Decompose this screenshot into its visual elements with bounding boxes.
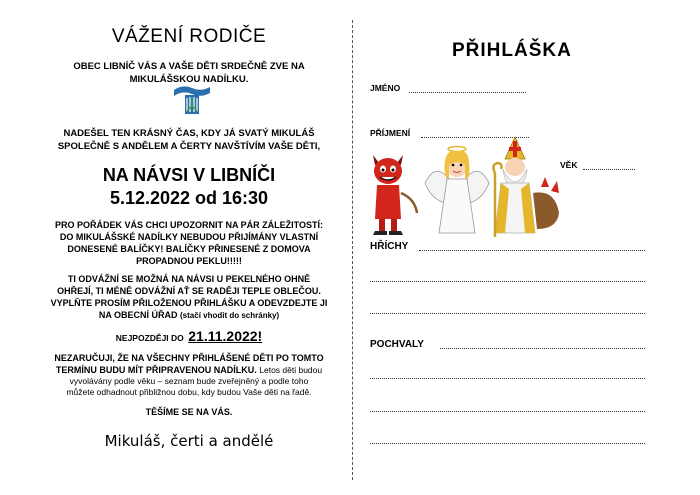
saint-nicholas-figure bbox=[493, 137, 559, 237]
form-title: PŘIHLÁŠKA bbox=[452, 40, 572, 61]
advice-line bbox=[20, 309, 358, 322]
order-info-line: můžete odhadnout přibližnou dobu, kdy budou Vaše děti na řadě. bbox=[66, 387, 312, 397]
deadline-prefix: NEJPOZDĚJI DO bbox=[115, 333, 184, 343]
angel-figure bbox=[425, 147, 489, 234]
name-field[interactable] bbox=[409, 92, 526, 93]
praises-field[interactable] bbox=[440, 348, 645, 349]
invite-line: OBEC LIBNÍČ VÁS A VAŠE DĚTI SRDEČNĚ ZVE NA bbox=[73, 61, 305, 72]
advice-mailbox-note: (stačí vhodit do schránky) bbox=[180, 311, 280, 320]
devil-angel-saint-nicholas-illustration bbox=[365, 133, 565, 243]
closing-text: TĚŠÍME SE NA VÁS. bbox=[145, 407, 233, 417]
invitation-text bbox=[20, 60, 358, 86]
advice-office: NA OBECNÍ ÚŘAD bbox=[98, 310, 178, 320]
signature: Mikuláš, čerti a andělé bbox=[104, 432, 274, 450]
warning-line-bold: TERMÍNU BUDU MÍT PŘIPRAVENOU NADÍLKU. bbox=[55, 365, 257, 375]
intro-text bbox=[20, 127, 358, 153]
deadline bbox=[20, 328, 358, 346]
invite-line: MIKULÁŠSKOU NADÍLKU. bbox=[129, 74, 249, 85]
devil-figure bbox=[373, 155, 417, 235]
warning-text bbox=[20, 352, 358, 376]
invitation-title: VÁŽENÍ RODIČE bbox=[111, 26, 267, 47]
age-label: VĚK bbox=[560, 160, 578, 170]
notice-text bbox=[20, 219, 358, 267]
sins-field[interactable] bbox=[419, 250, 645, 251]
notice-line: DO MIKULÁŠSKÉ NADÍLKY NEBUDOU PŘIJÍMÁNY VLASTNÍ bbox=[59, 232, 319, 242]
warning-line-normal: Letos děti budou bbox=[259, 365, 323, 375]
age-field[interactable] bbox=[583, 169, 635, 170]
order-info-text bbox=[20, 376, 358, 398]
warning-line bbox=[20, 364, 358, 376]
sins-field-line[interactable] bbox=[370, 313, 645, 314]
praises-field-line[interactable] bbox=[370, 411, 645, 412]
fold-divider bbox=[352, 20, 353, 480]
event-place: NA NÁVSI V LIBNÍČI bbox=[102, 165, 276, 185]
surname-label: PŘÍJMENÍ bbox=[370, 128, 411, 138]
praises-label: POCHVALY bbox=[370, 339, 424, 350]
sins-label: HŘÍCHY bbox=[370, 241, 409, 252]
advice-line: TI ODVÁŽNÍ SE MOŽNÁ NA NÁVSI U PEKELNÉHO OHNĚ bbox=[67, 274, 311, 284]
advice-line: VYPLŇTE PROSÍM PŘILOŽENOU PŘIHLÁŠKU A ODEVZDEJTE JI bbox=[50, 298, 328, 308]
praises-field-line[interactable] bbox=[370, 378, 645, 379]
deadline-date: 21.11.2022! bbox=[188, 328, 263, 344]
intro-line: NADEŠEL TEN KRÁSNÝ ČAS, KDY JÁ SVATÝ MIKULÁŠ bbox=[63, 128, 315, 139]
village-coat-of-arms-icon bbox=[172, 84, 212, 116]
name-label: JMÉNO bbox=[370, 83, 401, 93]
event-date: 5.12.2022 od 16:30 bbox=[109, 188, 269, 208]
order-info-line: vyvolávány podle věku – seznam bude zveřejněný a podle toho bbox=[69, 376, 309, 386]
notice-line: DONESENÉ BALÍČKY! BALÍČKY PŘINESENÉ Z DOMOVA bbox=[67, 244, 311, 254]
advice-text bbox=[20, 273, 358, 322]
advice-line: OHŘEJÍ, TI MÉNĚ ODVÁŽNÍ AŤ SE RADĚJI TEPLE OBLEČOU. bbox=[57, 286, 321, 296]
notice-line: PRO POŘÁDEK VÁS CHCI UPOZORNIT NA PÁR ZÁLEŽITOSTÍ: bbox=[54, 220, 323, 230]
sins-field-line[interactable] bbox=[370, 281, 645, 282]
intro-line: SPOLEČNĚ S ANDĚLEM A ČERTY NAVŠTÍVÍM VAŠE DĚTI, bbox=[57, 141, 321, 152]
notice-line: PROPADNOU PEKLU!!!!! bbox=[136, 256, 242, 266]
warning-line: NEZARUČUJI, ŽE NA VŠECHNY PŘIHLÁŠENÉ DĚTI PO TOMTO bbox=[54, 353, 324, 363]
praises-field-line[interactable] bbox=[370, 443, 645, 444]
